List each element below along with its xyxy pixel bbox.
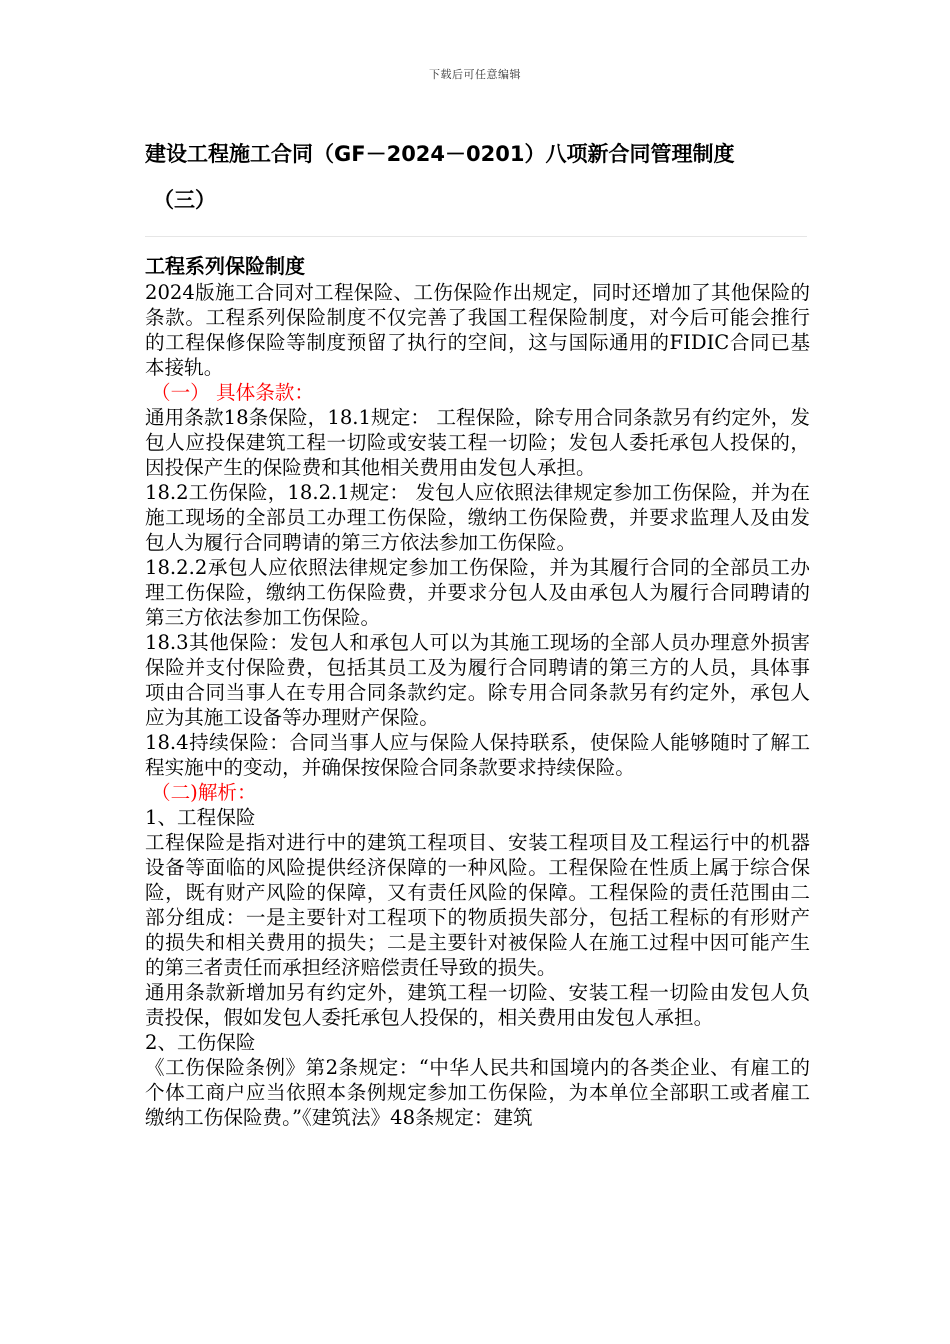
item-2-paragraph-1: 《工伤保险条例》第2条规定：“中华人民共和国境内的各类企业、有雇工的个体工商户应当依照本条例规定参加工伤保险，为本单位全部职工或者雇工缴纳工伤保险费。”《建筑法》48条规定：建筑 — [145, 1056, 810, 1129]
item-1-paragraph-2: 通用条款新增加另有约定外，建筑工程一切险、安装工程一切险由发包人负责投保，假如发包人委托承包人投保的，相关费用由发包人承担。 — [145, 981, 810, 1029]
document-body — [145, 252, 810, 1130]
subsection-heading-analysis: （二)解析： — [151, 781, 257, 804]
title-line-2: （三） — [153, 188, 216, 212]
item-1-paragraph-1: 工程保险是指对进行中的建筑工程项目、安装工程项目及工程运行中的机器设备等面临的风险提供经济保障的一种风险。工程保险在性质上属于综合保险，既有财产风险的保障，又有责任风险的保障。工程保险的责任范围由二部分组成：一是主要针对工程项下的物质损失部分，包括工程标的有形财产的损失和相关费用的损失；二是主要针对被保险人在施工过程中因可能产生的第三者责任而承担经济赔偿责任导致的损失。 — [145, 831, 810, 979]
subsection-heading-clauses: （一） 具体条款： — [151, 381, 314, 404]
clause-18-2-2: 18.2.2承包人应依照法律规定参加工伤保险，并为其履行合同的全部员工办理工伤保险，缴纳工伤保险费，并要求分包人及由承包人为履行合同聘请的第三方依法参加工伤保险。 — [145, 556, 810, 629]
clause-18-1: 通用条款18条保险，18.1规定： 工程保险，除专用合同条款另有约定外，发包人应投保建筑工程一切险或安装工程一切险；发包人委托承包人投保的，因投保产生的保险费和其他相关费用由发包人承担。 — [145, 406, 810, 479]
intro-paragraph: 2024版施工合同对工程保险、工伤保险作出规定，同时还增加了其他保险的条款。工程系列保险制度不仅完善了我国工程保险制度，对今后可能会推行的工程保修保险等制度预留了执行的空间，这与国际通用的FIDIC合同已基本接轨。 — [145, 281, 810, 379]
clause-18-4: 18.4持续保险：合同当事人应与保险人保持联系，使保险人能够随时了解工程实施中的变动，并确保按保险合同条款要求持续保险。 — [145, 731, 810, 779]
clause-18-2-1: 18.2工伤保险，18.2.1规定： 发包人应依照法律规定参加工伤保险，并为在施工现场的全部员工办理工伤保险，缴纳工伤保险费，并要求监理人及由发包人为履行合同聘请的第三方依法参加工伤保险。 — [145, 481, 810, 554]
title-line-1: 建设工程施工合同（GF－2024－0201）八项新合同管理制度 — [145, 142, 735, 166]
title-divider — [145, 236, 807, 237]
section-heading: 工程系列保险制度 — [145, 254, 305, 278]
header-note: 下载后可任意编辑 — [429, 68, 521, 81]
item-1-heading: 1、工程保险 — [145, 806, 256, 829]
clause-18-3: 18.3其他保险：发包人和承包人可以为其施工现场的全部人员办理意外损害保险并支付保险费，包括其员工及为履行合同聘请的第三方的人员，具体事项由合同当事人在专用合同条款约定。除专用合同条款另有约定外，承包人应为其施工设备等办理财产保险。 — [145, 631, 810, 729]
item-2-heading: 2、工伤保险 — [145, 1031, 256, 1054]
document-title — [145, 131, 825, 223]
